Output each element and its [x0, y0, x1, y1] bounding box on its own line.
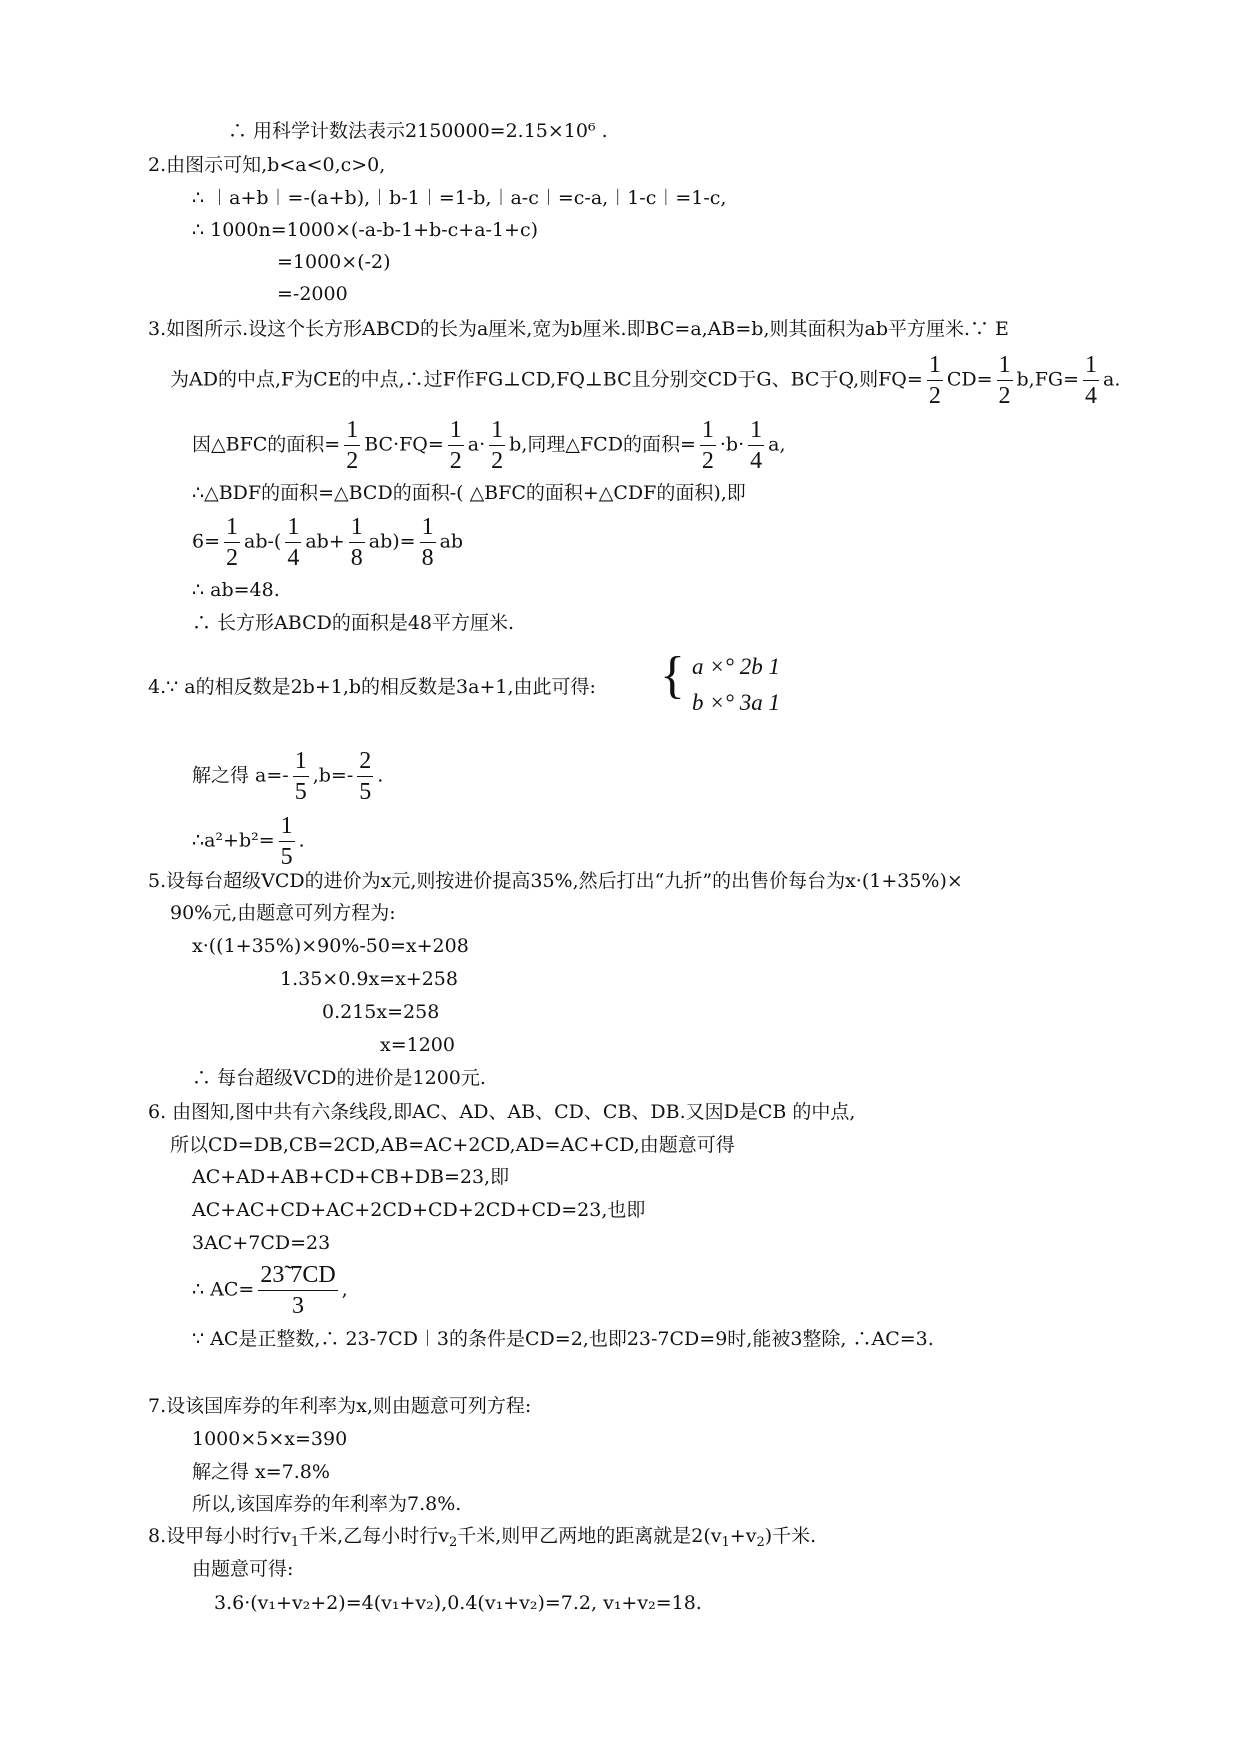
p2-line4: =1000×(-2) [277, 251, 391, 273]
p3-line2-fg: b,FG= [1016, 368, 1079, 391]
p5-line3: x·((1+35%)×90%-50=x+208 [192, 935, 469, 957]
p6-line2: 所以CD=DB,CB=2CD,AB=AC+2CD,AD=AC+CD,由题意可得 [170, 1134, 735, 1156]
fraction-half: $\frac{1}{2}$ [998, 352, 1011, 409]
p6-line6-text: ∴ AC= [192, 1278, 255, 1301]
p8-line1-b: 千米,乙每小时行v [299, 1525, 449, 1547]
p8-line2: 由题意可得: [192, 1558, 294, 1580]
p8-line1-e: )千米. [764, 1525, 817, 1547]
p4-line2-end: . [377, 764, 384, 787]
p5-line4: 1.35×0.9x=x+258 [280, 968, 458, 990]
p7-line3: 解之得 x=7.8% [192, 1461, 330, 1483]
p5-line6: x=1200 [380, 1034, 455, 1056]
p4-line2 [192, 748, 383, 805]
p4-line2-b: ,b=- [312, 764, 354, 787]
subscript-1: 1 [721, 1535, 730, 1550]
p2-line3: ∴ 1000n=1000×(-a-b-1+b-c+a-1+c) [192, 219, 539, 241]
p6-line4: AC+AC+CD+AC+2CD+CD+2CD+CD=23,也即 [192, 1199, 646, 1221]
p3-line3-same: b,同理△FCD的面积= [509, 433, 696, 456]
p3-line2-end: a. [1103, 368, 1121, 391]
p3-line3 [192, 417, 786, 474]
p8-line1-c: 千米,则甲乙两地的距离就是2(v [457, 1525, 722, 1547]
p3-line5-abeq: ab)= [368, 530, 416, 553]
p3-line1: 3.如图所示.设这个长方形ABCD的长为a厘米,宽为b厘米.即BC=a,AB=b,则其面积为ab平方厘米.∵ E [148, 318, 1009, 340]
equation-brace: { [660, 647, 685, 704]
p3-line3-text: 因△BFC的面积= [192, 433, 341, 456]
subscript-2: 2 [756, 1535, 765, 1550]
p3-line5-abplus: ab+ [305, 530, 345, 553]
fraction-quarter: $\frac{1}{4}$ [1085, 352, 1097, 409]
p6-line6 [192, 1262, 348, 1319]
p3-line5-end: ab [439, 530, 464, 553]
fraction-c: $\frac{1}{5}$ [280, 813, 293, 870]
subscript-2: 2 [448, 1535, 458, 1550]
p3-line3-end: a, [768, 433, 786, 456]
p6-line3: AC+AD+AB+CD+CB+DB=23,即 [192, 1166, 510, 1188]
subscript-1: 1 [290, 1535, 300, 1550]
p2-line1: 2.由图示可知,b<a<0,c>0, [148, 154, 386, 176]
p8-line1-a: 8.设甲每小时行v [148, 1525, 291, 1547]
p3-line5 [192, 514, 463, 571]
p2-line2: ∴ ︱a+b︱=-(a+b),︱b-1︱=1-b,︱a-c︱=c-a,︱1-c︱=1-c, [192, 187, 727, 209]
p4-line3 [192, 813, 305, 870]
fraction-half: $\frac{1}{2}$ [226, 514, 239, 571]
p6-line1: 6. 由图知,图中共有六条线段,即AC、AD、AB、CD、CB、DB.又因D是CB 的中点, [148, 1101, 856, 1123]
fraction-half: $\frac{1}{2}$ [701, 417, 714, 474]
equation-row-1: a ×° 2b 1 [692, 654, 780, 679]
p4-line3-text: ∴a²+b²= [192, 829, 275, 852]
p3-line6: ∴ ab=48. [192, 579, 280, 601]
fraction-eighth: $\frac{1}{8}$ [350, 514, 363, 571]
p7-line2: 1000×5×x=390 [192, 1428, 348, 1450]
p3-line7: ∴ 长方形ABCD的面积是48平方厘米. [192, 612, 515, 634]
p8-line1-d: +v [729, 1525, 757, 1547]
p5-line1: 5.设每台超级VCD的进价为x元,则按进价提高35%,然后打出“九折”的出售价每台为x·(1+35%)× [148, 870, 963, 892]
fraction-half: $\frac{1}{2}$ [449, 417, 462, 474]
p3-line5-six: 6= [192, 530, 221, 553]
p3-line2 [170, 352, 1120, 409]
p4-line2-text: 解之得 a=- [192, 764, 289, 787]
fraction-half: $\frac{1}{2}$ [346, 417, 359, 474]
fraction-b: $\frac{2}{5}$ [359, 748, 372, 805]
fraction-quarter: $\frac{1}{4}$ [750, 417, 763, 474]
fraction-eighth: $\frac{1}{8}$ [421, 514, 434, 571]
p8-line1 [148, 1523, 816, 1556]
p8-line3: 3.6·(v₁+v₂+2)=4(v₁+v₂),0.4(v₁+v₂)=7.2, v₁+v₂=18. [214, 1592, 702, 1614]
p6-line5: 3AC+7CD=23 [192, 1232, 331, 1254]
p7-line4: 所以,该国库券的年利率为7.8%. [192, 1493, 462, 1515]
p3-line3-b: ·b· [719, 433, 745, 456]
p5-line2: 90%元,由题意可列方程为: [170, 902, 396, 924]
fraction-quarter: $\frac{1}{4}$ [287, 514, 300, 571]
fraction-ac: $\frac{23̃ 7CD}{3}$ [260, 1262, 336, 1319]
p3-line3-bc: BC·FQ= [364, 433, 444, 456]
p5-line7: ∴ 每台超级VCD的进价是1200元. [192, 1067, 486, 1089]
p6-line7: ∵ AC是正整数,∴ 23-7CD︱3的条件是CD=2,也即23-7CD=9时,能被3整除, ∴AC=3. [192, 1328, 934, 1350]
fraction-half: $\frac{1}{2}$ [491, 417, 504, 474]
p3-line2-text: 为AD的中点,F为CE的中点,∴过F作FG⊥CD,FQ⊥BC且分别交CD于G、BC于Q,则FQ= [170, 368, 923, 391]
p6-line6-end: , [341, 1278, 348, 1301]
p3-line5-ab: ab-( [244, 530, 282, 553]
p3-line3-a: a· [467, 433, 486, 456]
fraction-a: $\frac{1}{5}$ [294, 748, 307, 805]
p5-line5: 0.215x=258 [322, 1001, 440, 1023]
p3-line4: ∴△BDF的面积=△BCD的面积-( △BFC的面积+△CDF的面积),即 [192, 482, 746, 504]
p4-line1: 4.∵ a的相反数是2b+1,b的相反数是3a+1,由此可得: [148, 676, 596, 698]
fraction-half: $\frac{1}{2}$ [928, 352, 941, 409]
equation-row-2: b ×° 3a 1 [692, 690, 780, 715]
p2-line5: =-2000 [277, 283, 348, 305]
p3-line2-cd: CD= [946, 368, 993, 391]
p4-line3-end: . [298, 829, 305, 852]
p7-line1: 7.设该国库券的年利率为x,则由题意可列方程: [148, 1395, 532, 1417]
p1-line1: ∴ 用科学计数法表示2150000=2.15×10⁶ . [228, 120, 608, 142]
